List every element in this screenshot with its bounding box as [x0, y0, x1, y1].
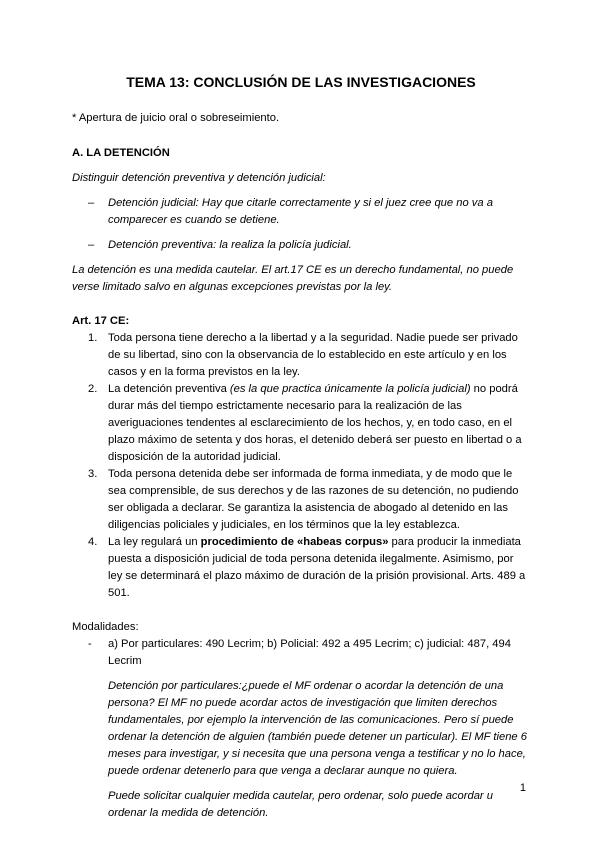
item-number: 4. [88, 536, 98, 548]
particulares-paragraph: Detención por particulares:¿puede el MF ordenar o acordar la detención de una persona? El MF no puede acordar actos de investigación que limiten derechos fundamentales, por ejemplo la intervención de las comunicaciones. Pero sí puede ordenar la detención de alguien (también puede detener un particular). El MF tiene 6 meses para investigar, y si necesita que una persona venga a testificar y no lo hace, puede ordenar detenerlo para que venga a declarar aunque no quiera. [108, 680, 527, 777]
modalidades-label: Modalidades: [72, 621, 139, 633]
item-text [108, 381, 530, 466]
item-text: a) Por particulares: 490 Lecrim; b) Policial: 492 a 495 Lecrim; c) judicial: 487, 494 Lecrim [108, 638, 511, 667]
document-page [72, 64, 530, 822]
page-number: 1 [519, 782, 526, 794]
item-text-post: para producir la inmediata puesta a disposición judicial de toda persona detenida ilegalmente. Asimismo, por ley se determinará el plazo máximo de duración de la prisión provisional. Arts. 489 a 501. [108, 536, 526, 599]
page-title: TEMA 13: CONCLUSIÓN DE LAS INVESTIGACIONES [126, 74, 476, 90]
item-text: Toda persona detenida debe ser informada de forma inmediata, y de modo que le sea comprensible, de sus derechos y de las razones de su detención, no pudiendo ser obligada a declarar. Se garantiza la asistencia de abogado al detenido en las diligencias policiales y judiciales, en los términos que la ley establezca. [108, 468, 519, 531]
item-marker: - [88, 638, 92, 650]
section-heading-detencion: A. LA DETENCIÓN [72, 147, 170, 159]
distinguir-line: Distinguir detención preventiva y detención judicial: [72, 172, 326, 184]
cautelar-paragraph: La detención es una medida cautelar. El art.17 CE es un derecho fundamental, no puede verse limitado salvo en algunas excepciones previstas por la ley. [72, 264, 514, 293]
art17-item [88, 466, 530, 534]
item-number: 1. [88, 332, 98, 344]
item-text-post: no podrá durar más del tiempo estrictamente necesario para la realización de las averiguaciones tendentes al esclarecimiento de los hechos, y, en todo caso, en el plazo máximo de setenta y dos horas, el detenido deberá ser puesto en libertad o a disposición de la autoridad judicial. [108, 383, 522, 463]
item-number: 3. [88, 468, 98, 480]
art17-item [88, 534, 530, 602]
item-text-pre: La ley regulará un [108, 536, 201, 548]
dash-marker: – [88, 197, 95, 209]
item-text-bold: procedimiento de «habeas corpus» [200, 536, 389, 548]
item-number: 2. [88, 383, 98, 395]
modalidades-item [88, 636, 530, 670]
item-text [108, 534, 530, 602]
art17-item [88, 381, 530, 466]
art17-item [88, 330, 530, 381]
dash-item [88, 237, 530, 254]
dash-text: Detención preventiva: la realiza la policía judicial. [108, 239, 352, 251]
medida-cautelar-paragraph: Puede solicitar cualquier medida cautelar, pero ordenar, solo puede acordar u ordenar la medida de detención. [108, 790, 493, 819]
art17-heading: Art. 17 CE: [72, 315, 130, 327]
dash-text: Detención judicial: Hay que citarle correctamente y si el juez cree que no va a comparecer es cuando se detiene. [108, 197, 493, 226]
dash-marker: – [88, 239, 95, 251]
item-text-pre: La detención preventiva [108, 383, 230, 395]
item-text-italic: (es la que practica únicamente la policía judicial) [229, 383, 471, 395]
dash-item [88, 195, 530, 229]
apertura-line: * Apertura de juicio oral o sobreseimiento. [72, 112, 280, 124]
item-text: Toda persona tiene derecho a la libertad y a la seguridad. Nadie puede ser privado de su libertad, sino con la observancia de lo establecido en este artículo y en los casos y en la forma previstos en la ley. [108, 332, 518, 378]
